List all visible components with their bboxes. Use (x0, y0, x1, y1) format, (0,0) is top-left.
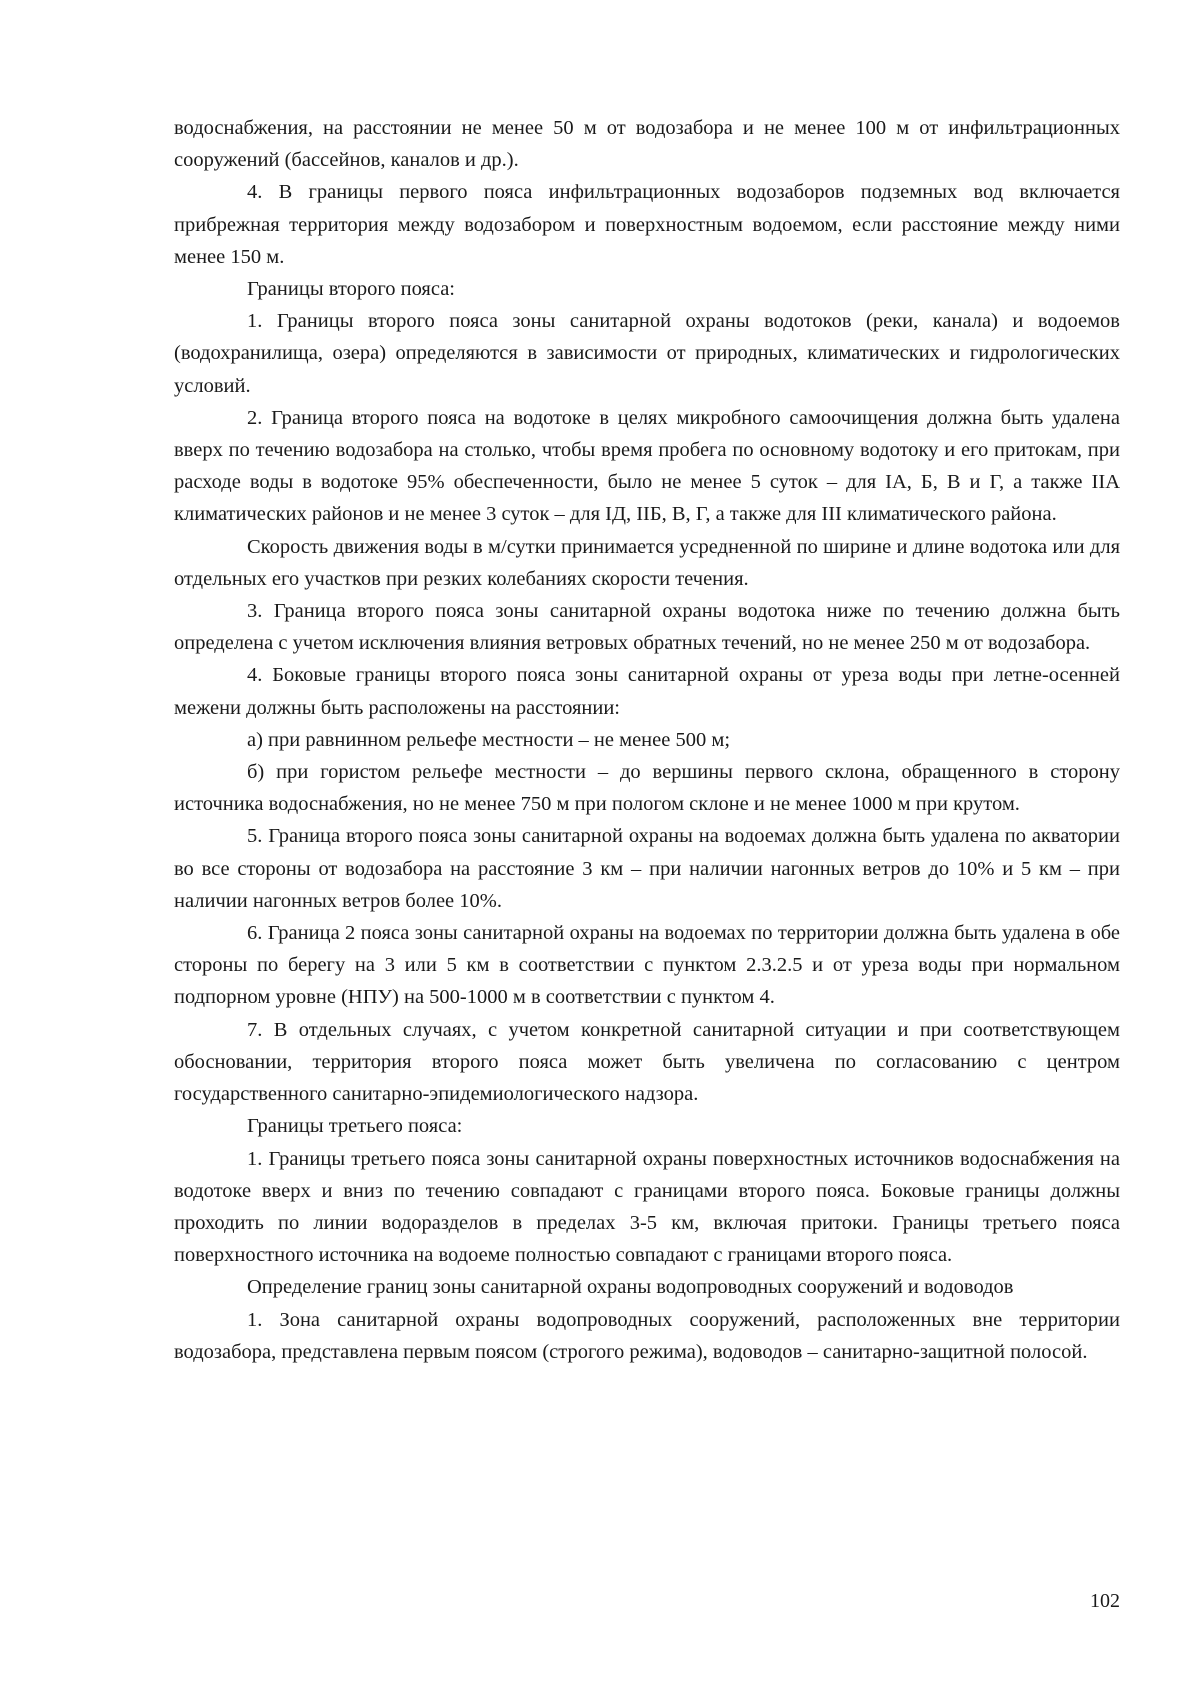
paragraph-second-zone-item-1: 1. Границы второго пояса зоны санитарной охраны водотоков (реки, канала) и водоемов (водохранилища, озера) определяются в зависимости от природных, климатических и гидрологических условий. (174, 310, 1120, 397)
paragraph-continuation: водоснабжения, на расстоянии не менее 50 м от водозабора и не менее 100 м от инфильтрационных сооружений (бассейнов, каналов и др.). (174, 117, 1120, 172)
paragraph-water-speed: Скорость движения воды в м/сутки принимается усредненной по ширине и длине водотока или для отдельных его участков при резких колебаниях скорости течения. (174, 535, 1120, 590)
paragraph-second-zone-item-2: 2. Граница второго пояса на водотоке в целях микробного самоочищения должна быть удалена вверх по течению водозабора на столько, чтобы время пробега по основному водотоку и его притокам, при расходе воды в водотоке 95% обеспеченности, было не менее 5 суток – для IА, Б, В и Г, а также IIА климатических районов и не менее 3 суток – для IД, IIБ, В, Г, а также для III климатического района. (174, 406, 1120, 526)
section-heading-water-structures: Определение границ зоны санитарной охраны водопроводных сооружений и водоводов (247, 1276, 1014, 1299)
paragraph-first-zone-item-4: 4. В границы первого пояса инфильтрационных водозаборов подземных вод включается прибрежная территория между водозабором и поверхностным водоемом, если расстояние между ними менее 150 м. (174, 181, 1120, 268)
paragraph-second-zone-item-6: 6. Граница 2 пояса зоны санитарной охраны на водоемах по территории должна быть удалена в обе стороны по берегу на 3 или 5 км в соответствии с пунктом 2.3.2.5 и от уреза воды при нормальном подпорном уровне (НПУ) на 500-1000 м в соответствии с пунктом 4. (174, 922, 1120, 1009)
paragraph-second-zone-item-5: 5. Граница второго пояса зоны санитарной охраны на водоемах должна быть удалена по акватории во все стороны от водозабора на расстояние 3 км – при наличии нагонных ветров до 10% и 5 км – при наличии нагонных ветров более 10%. (174, 825, 1120, 912)
paragraph-subitem-b: б) при гористом рельефе местности – до вершины первого склона, обращенного в сторону источника водоснабжения, но не менее 750 м при пологом склоне и не менее 1000 м при крутом. (174, 761, 1120, 816)
document-page (174, 112, 1120, 1368)
paragraph-subitem-a: а) при равнинном рельефе местности – не менее 500 м; (247, 728, 731, 751)
paragraph-third-zone-item-1: 1. Границы третьего пояса зоны санитарной охраны поверхностных источников водоснабжения на водотоке вверх и вниз по течению совпадают с границами второго пояса. Боковые границы должны проходить по линии водоразделов в пределах 3-5 км, включая притоки. Границы третьего пояса поверхностного источника на водоеме полностью совпадают с границами второго пояса. (174, 1147, 1120, 1267)
paragraph-second-zone-item-4: 4. Боковые границы второго пояса зоны санитарной охраны от уреза воды при летне-осенней межени должны быть расположены на расстоянии: (174, 664, 1120, 719)
page-number: 102 (1090, 1590, 1120, 1612)
section-heading-second-zone: Границы второго пояса: (247, 278, 456, 301)
paragraph-second-zone-item-3: 3. Граница второго пояса зоны санитарной охраны водотока ниже по течению должна быть определена с учетом исключения влияния ветровых обратных течений, но не менее 250 м от водозабора. (174, 600, 1120, 655)
paragraph-water-structures-item-1: 1. Зона санитарной охраны водопроводных сооружений, расположенных вне территории водозабора, представлена первым поясом (строгого режима), водоводов – санитарно-защитной полосой. (174, 1308, 1120, 1363)
paragraph-second-zone-item-7: 7. В отдельных случаях, с учетом конкретной санитарной ситуации и при соответствующем обосновании, территория второго пояса может быть увеличена по согласованию с центром государственного санитарно-эпидемиологического надзора. (174, 1018, 1120, 1106)
section-heading-third-zone: Границы третьего пояса: (247, 1115, 463, 1138)
